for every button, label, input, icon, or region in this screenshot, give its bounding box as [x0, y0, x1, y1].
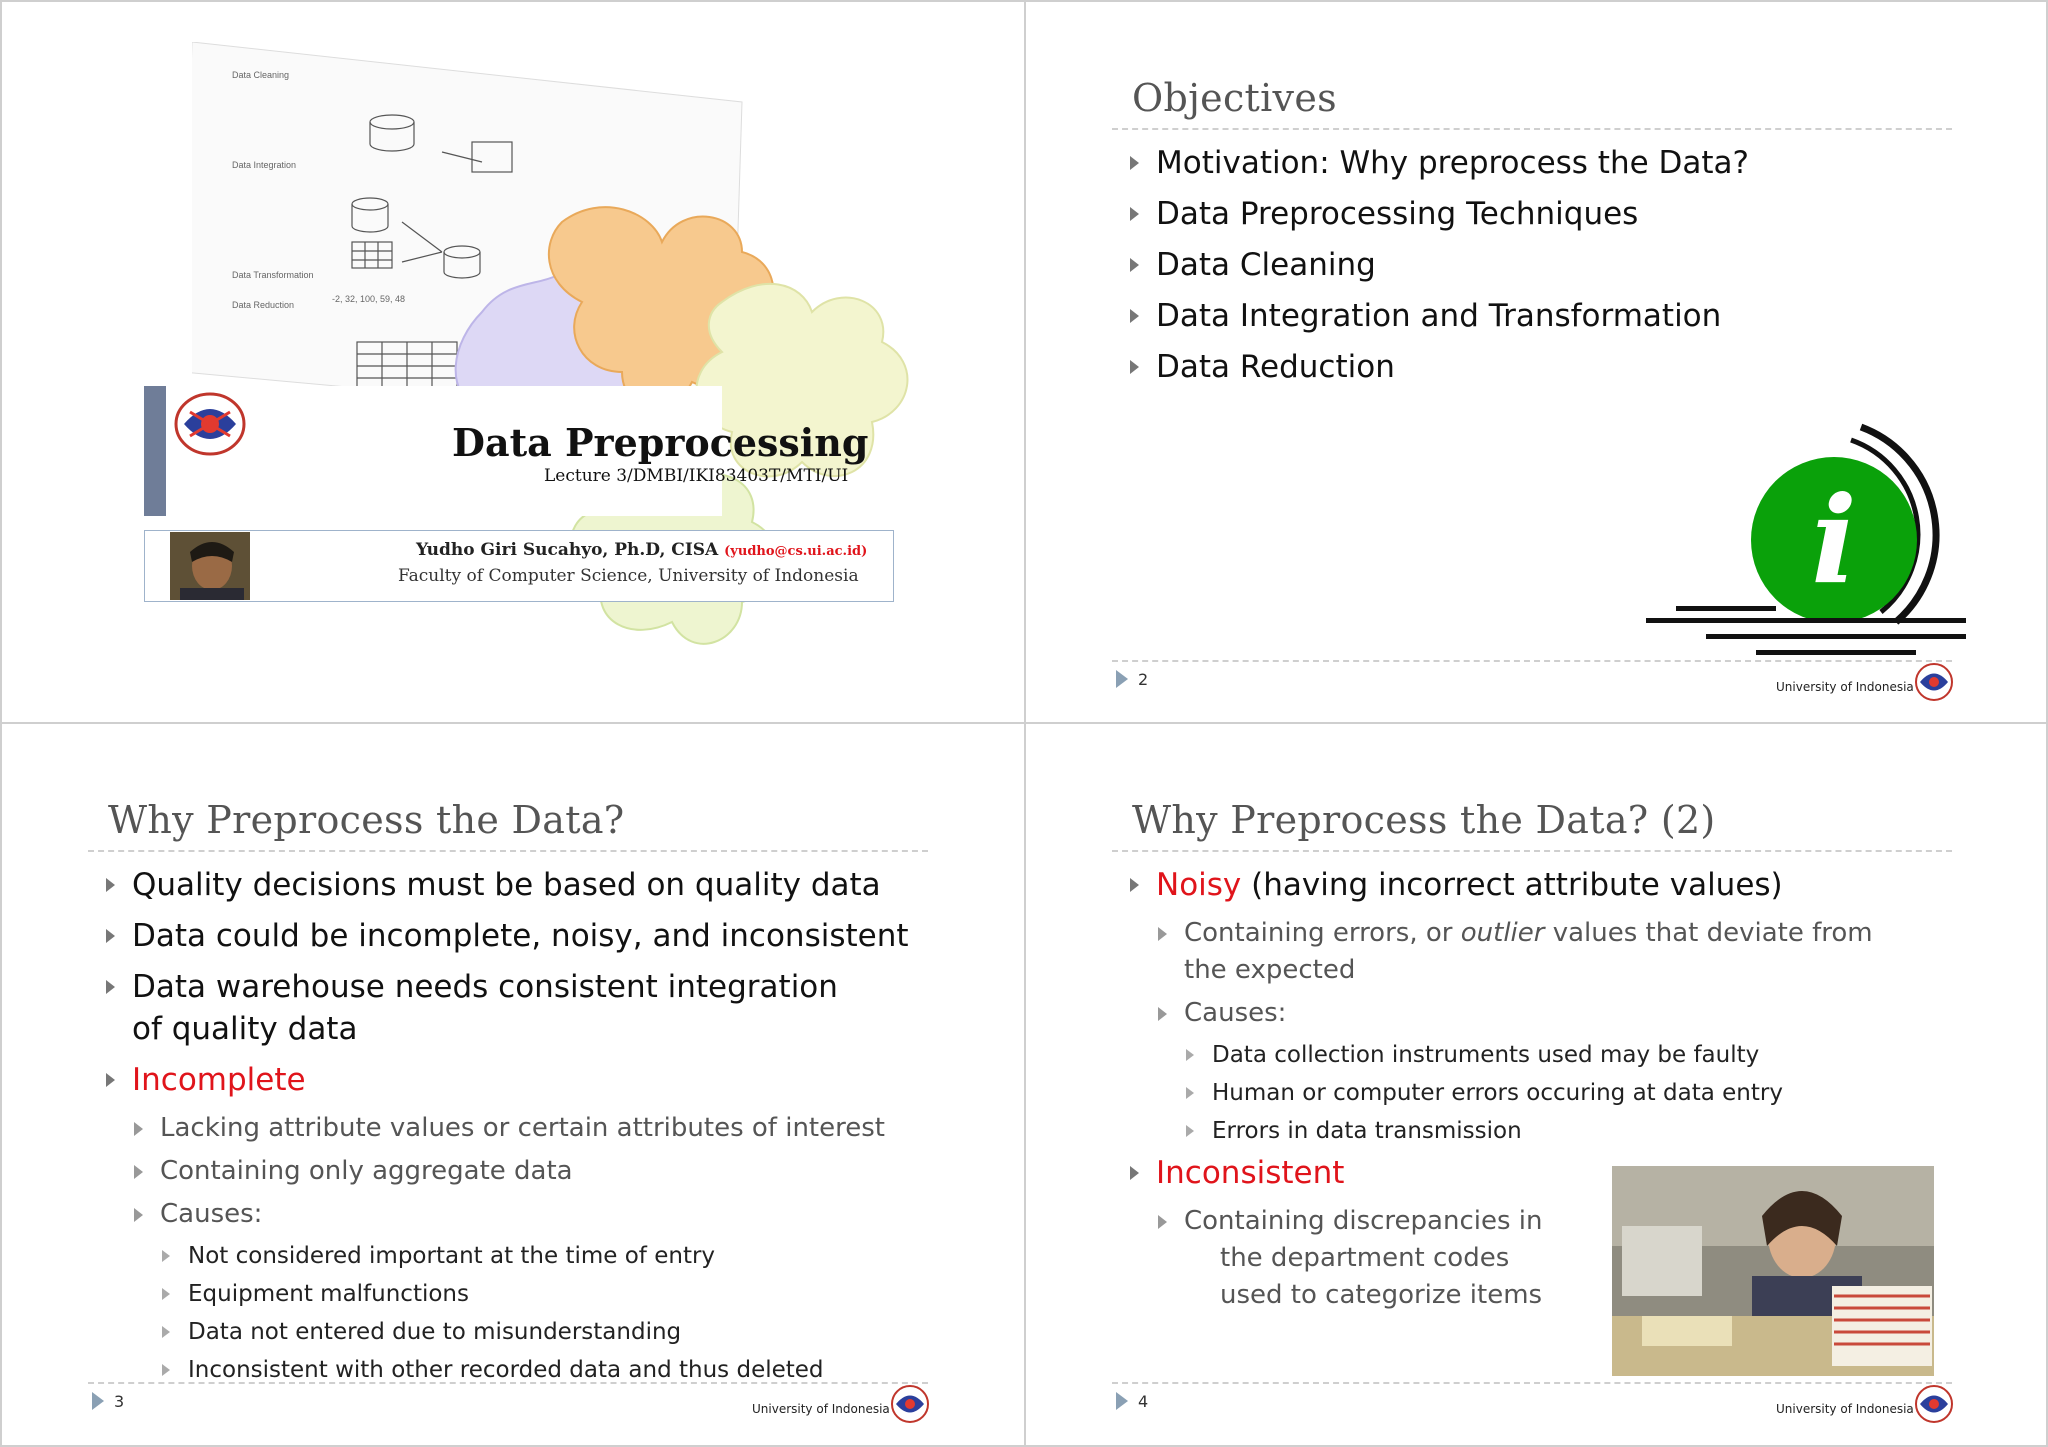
list-item: Errors in data transmission: [1122, 1114, 1982, 1148]
university-logo: [890, 1384, 930, 1424]
title-divider: [1112, 128, 1952, 130]
university-logo: [1914, 1384, 1954, 1424]
page-number: 2: [1138, 670, 1149, 689]
list-item: Human or computer errors occuring at data entry: [1122, 1076, 1982, 1110]
list-item: Containing only aggregate data: [98, 1153, 958, 1190]
list-item: Data could be incomplete, noisy, and inconsistent: [98, 915, 958, 957]
presentation-title: Data Preprocessing: [452, 420, 869, 465]
university-logo: [170, 390, 250, 460]
list-item: Data not entered due to misunderstanding: [98, 1315, 958, 1349]
list-item: Data warehouse needs consistent integration of quality data: [98, 966, 858, 1050]
list-item: Causes:: [1122, 995, 1982, 1032]
list-item: Data Integration and Transformation: [1122, 295, 1982, 337]
list-item: Incomplete: [98, 1059, 958, 1101]
diagram-label-transformation: Data Transformation: [232, 270, 314, 280]
slide-1: [2, 2, 1022, 720]
list-item: Not considered important at the time of entry: [98, 1239, 958, 1273]
list-item: Data collection instruments used may be faulty: [1122, 1038, 1982, 1072]
list-item: Data Cleaning: [1122, 244, 1982, 286]
title-divider: [1112, 850, 1952, 852]
diagram-label-cleaning: Data Cleaning: [232, 70, 290, 80]
diagram-label-integration: Data Integration: [232, 160, 297, 170]
list-item: Containing errors, or outlier values that deviate from the expected: [1122, 915, 1902, 989]
list-item: Data Reduction: [1122, 346, 1982, 388]
list-item: Equipment malfunctions: [98, 1277, 958, 1311]
slide-separator-horizontal: [0, 722, 2048, 724]
list-item: Containing discrepancies in the department codes used to categorize items: [1122, 1203, 1982, 1314]
list-item: Inconsistent with other recorded data and thus deleted: [98, 1353, 958, 1387]
page-marker-icon: [1116, 1392, 1128, 1410]
page-marker-icon: [1116, 670, 1128, 688]
info-icon: [1646, 422, 1976, 662]
footer-text: University of Indonesia: [1776, 1402, 1914, 1416]
diagram-values: -2, 32, 100, 59, 48: [332, 294, 406, 304]
diagram-label-reduction: Data Reduction: [232, 300, 295, 310]
bullet-list: [98, 864, 958, 1391]
svg-text:i: i: [1811, 470, 1857, 611]
lecture-subtitle: Lecture 3/DMBI/IKI83403T/MTI/UI: [544, 466, 849, 486]
slide-2: [1026, 2, 2046, 720]
slide-3: [2, 724, 1022, 1442]
slide-title: Objectives: [1132, 76, 1337, 120]
author-email[interactable]: (yudho@cs.ui.ac.id): [724, 544, 868, 559]
author-name: Yudho Giri Sucahyo, Ph.D, CISA (yudho@cs.ui.ac.id): [416, 540, 868, 560]
slide-title: Why Preprocess the Data? (2): [1132, 798, 1716, 842]
university-logo: [1914, 662, 1954, 702]
list-item: Inconsistent: [1122, 1152, 1982, 1194]
page-number: 4: [1138, 1392, 1149, 1411]
author-photo: [170, 532, 250, 600]
list-item: Noisy (having incorrect attribute values): [1122, 864, 1982, 906]
footer-text: University of Indonesia: [1776, 680, 1914, 694]
stressed-worker-photo: [1612, 1166, 1934, 1376]
page-number: 3: [114, 1392, 125, 1411]
footer-divider: [88, 1382, 928, 1384]
slide-title: Why Preprocess the Data?: [108, 798, 625, 842]
author-faculty: Faculty of Computer Science, University of Indonesia: [398, 566, 859, 586]
list-item: Data Preprocessing Techniques: [1122, 193, 1982, 235]
footer-divider: [1112, 660, 1952, 662]
list-item: Lacking attribute values or certain attributes of interest: [98, 1110, 958, 1147]
page-marker-icon: [92, 1392, 104, 1410]
list-item: Motivation: Why preprocess the Data?: [1122, 142, 1982, 184]
footer-text: University of Indonesia: [752, 1402, 890, 1416]
bullet-list: [1122, 142, 1982, 397]
slide-4: [1026, 724, 2046, 1442]
footer-divider: [1112, 1382, 1952, 1384]
title-divider: [88, 850, 928, 852]
list-item: Causes:: [98, 1196, 958, 1233]
list-item: Quality decisions must be based on quality data: [98, 864, 958, 906]
